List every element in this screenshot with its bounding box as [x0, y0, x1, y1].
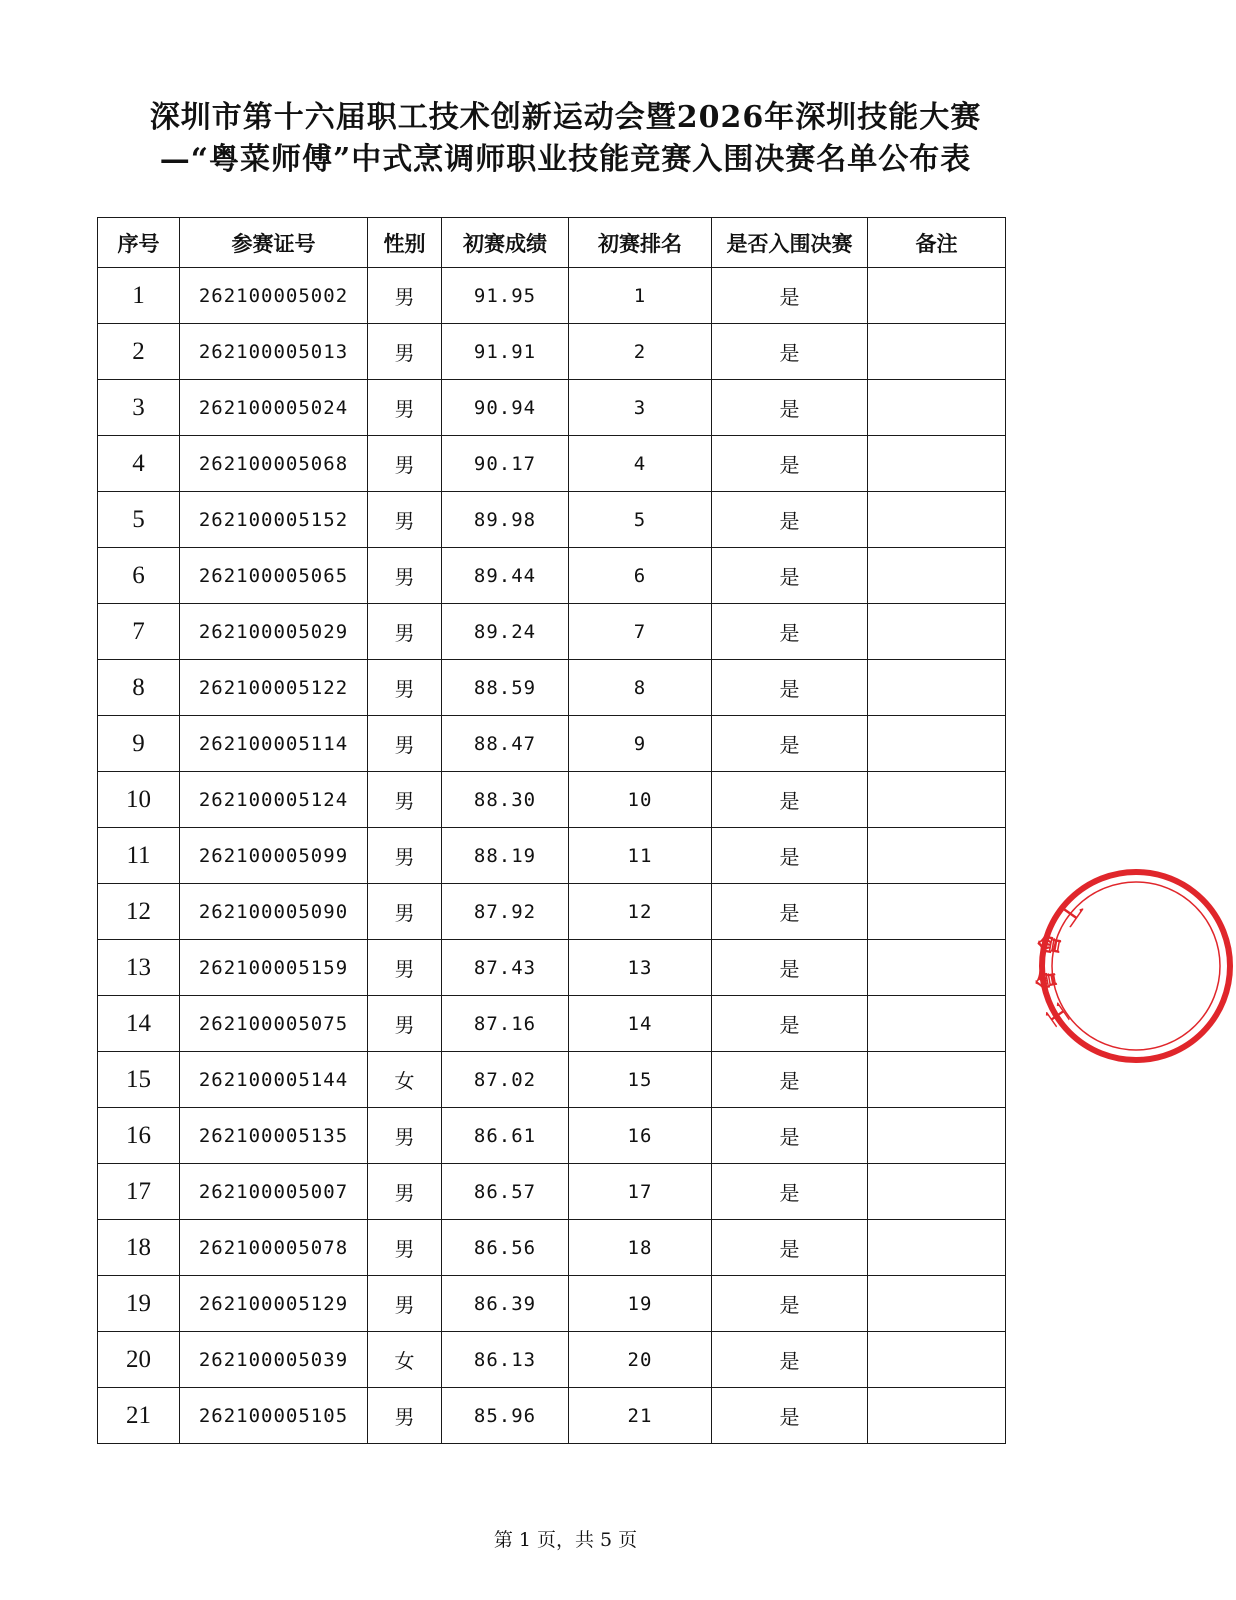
cell-score: 86.61: [442, 1108, 569, 1164]
cell-rank: 20: [569, 1332, 712, 1388]
cell-note: [868, 436, 1006, 492]
cell-finalist: 是: [712, 828, 868, 884]
cell-note: [868, 1332, 1006, 1388]
cell-note: [868, 380, 1006, 436]
cell-rank: 11: [569, 828, 712, 884]
cell-no: 16: [98, 1108, 180, 1164]
header-cell-final: 是否入围决赛: [712, 218, 868, 268]
cell-rank: 13: [569, 940, 712, 996]
cell-sex: 男: [368, 436, 442, 492]
cell-finalist: 是: [712, 548, 868, 604]
table-row: [98, 884, 1006, 940]
cell-finalist: 是: [712, 1276, 868, 1332]
cell-no: 7: [98, 604, 180, 660]
cell-note: [868, 604, 1006, 660]
cell-contestant-id: 262100005135: [180, 1108, 368, 1164]
cell-no: 2: [98, 324, 180, 380]
cell-score: 89.98: [442, 492, 569, 548]
cell-note: [868, 996, 1006, 1052]
cell-rank: 1: [569, 268, 712, 324]
cell-rank: 5: [569, 492, 712, 548]
cell-no: 3: [98, 380, 180, 436]
cell-finalist: 是: [712, 1164, 868, 1220]
cell-sex: 男: [368, 996, 442, 1052]
cell-finalist: 是: [712, 492, 868, 548]
cell-rank: 9: [569, 716, 712, 772]
cell-sex: 男: [368, 1276, 442, 1332]
table-header-row: [98, 218, 1006, 268]
cell-score: 87.43: [442, 940, 569, 996]
cell-no: 12: [98, 884, 180, 940]
cell-no: 17: [98, 1164, 180, 1220]
cell-no: 4: [98, 436, 180, 492]
cell-finalist: 是: [712, 324, 868, 380]
cell-finalist: 是: [712, 772, 868, 828]
cell-note: [868, 324, 1006, 380]
seal-outer-ring: [1042, 872, 1230, 1060]
cell-finalist: 是: [712, 1052, 868, 1108]
cell-contestant-id: 262100005039: [180, 1332, 368, 1388]
table-body: [98, 268, 1006, 1444]
cell-no: 1: [98, 268, 180, 324]
table-row: [98, 1332, 1006, 1388]
page-number: 第 1 页，共 5 页: [493, 1529, 638, 1551]
cell-rank: 14: [569, 996, 712, 1052]
table-row: [98, 772, 1006, 828]
header-cell-note: 备注: [868, 218, 1006, 268]
cell-contestant-id: 262100005122: [180, 660, 368, 716]
cell-sex: 女: [368, 1332, 442, 1388]
cell-no: 20: [98, 1332, 180, 1388]
cell-no: 18: [98, 1220, 180, 1276]
cell-score: 91.95: [442, 268, 569, 324]
cell-contestant-id: 262100005144: [180, 1052, 368, 1108]
cell-rank: 16: [569, 1108, 712, 1164]
seal-inner-ring: [1052, 882, 1220, 1050]
seal-char-2: 會: [1033, 930, 1067, 960]
cell-sex: 男: [368, 884, 442, 940]
cell-finalist: 是: [712, 940, 868, 996]
cell-rank: 8: [569, 660, 712, 716]
table-row: [98, 1276, 1006, 1332]
table-row: [98, 828, 1006, 884]
cell-note: [868, 1052, 1006, 1108]
cell-rank: 3: [569, 380, 712, 436]
cell-score: 90.94: [442, 380, 569, 436]
cell-no: 15: [98, 1052, 180, 1108]
cell-rank: 17: [569, 1164, 712, 1220]
seal-char-1: 工: [1051, 895, 1089, 932]
header-cell-sex: 性别: [368, 218, 442, 268]
cell-sex: 男: [368, 716, 442, 772]
cell-no: 9: [98, 716, 180, 772]
cell-score: 88.30: [442, 772, 569, 828]
table-row: [98, 940, 1006, 996]
cell-no: 8: [98, 660, 180, 716]
table-row: [98, 324, 1006, 380]
cell-score: 89.24: [442, 604, 569, 660]
cell-note: [868, 548, 1006, 604]
table-row: [98, 1052, 1006, 1108]
cell-contestant-id: 262100005105: [180, 1388, 368, 1444]
cell-score: 85.96: [442, 1388, 569, 1444]
cell-sex: 男: [368, 660, 442, 716]
table-row: [98, 660, 1006, 716]
table-row: [98, 1164, 1006, 1220]
cell-contestant-id: 262100005024: [180, 380, 368, 436]
cell-score: 86.39: [442, 1276, 569, 1332]
finalist-table: [97, 217, 1006, 1444]
cell-score: 91.91: [442, 324, 569, 380]
cell-contestant-id: 262100005114: [180, 716, 368, 772]
seal-char-3: 會: [1032, 967, 1062, 994]
cell-contestant-id: 262100005078: [180, 1220, 368, 1276]
cell-no: 11: [98, 828, 180, 884]
cell-contestant-id: 262100005124: [180, 772, 368, 828]
cell-contestant-id: 262100005159: [180, 940, 368, 996]
cell-contestant-id: 262100005152: [180, 492, 368, 548]
document-title-line-2: —“粤菜师傅”中式烹调师职业技能竞赛入围决赛名单公布表: [159, 142, 972, 177]
header-cell-score: 初赛成绩: [442, 218, 569, 268]
cell-sex: 男: [368, 492, 442, 548]
cell-rank: 12: [569, 884, 712, 940]
cell-no: 10: [98, 772, 180, 828]
cell-note: [868, 660, 1006, 716]
cell-sex: 男: [368, 828, 442, 884]
table-row: [98, 380, 1006, 436]
cell-score: 86.57: [442, 1164, 569, 1220]
table-row: [98, 604, 1006, 660]
cell-contestant-id: 262100005013: [180, 324, 368, 380]
cell-rank: 7: [569, 604, 712, 660]
cell-score: 87.92: [442, 884, 569, 940]
table-row: [98, 1388, 1006, 1444]
header-cell-no: 序号: [98, 218, 180, 268]
cell-score: 88.59: [442, 660, 569, 716]
cell-finalist: 是: [712, 268, 868, 324]
cell-sex: 男: [368, 380, 442, 436]
table-row: [98, 492, 1006, 548]
cell-contestant-id: 262100005099: [180, 828, 368, 884]
cell-finalist: 是: [712, 1108, 868, 1164]
table-row: [98, 1108, 1006, 1164]
cell-contestant-id: 262100005007: [180, 1164, 368, 1220]
cell-sex: 男: [368, 604, 442, 660]
table-row: [98, 1220, 1006, 1276]
header-cell-rank: 初赛排名: [569, 218, 712, 268]
cell-sex: 男: [368, 772, 442, 828]
cell-contestant-id: 262100005075: [180, 996, 368, 1052]
cell-note: [868, 1164, 1006, 1220]
cell-contestant-id: 262100005129: [180, 1276, 368, 1332]
cell-contestant-id: 262100005002: [180, 268, 368, 324]
table-row: [98, 436, 1006, 492]
seal-char-4: 工: [1040, 998, 1075, 1032]
cell-contestant-id: 262100005065: [180, 548, 368, 604]
cell-score: 88.47: [442, 716, 569, 772]
cell-note: [868, 884, 1006, 940]
table-row: [98, 996, 1006, 1052]
cell-rank: 4: [569, 436, 712, 492]
cell-sex: 男: [368, 324, 442, 380]
cell-sex: 男: [368, 1108, 442, 1164]
cell-no: 6: [98, 548, 180, 604]
cell-sex: 男: [368, 548, 442, 604]
cell-sex: 男: [368, 1220, 442, 1276]
cell-note: [868, 268, 1006, 324]
cell-rank: 18: [569, 1220, 712, 1276]
cell-rank: 19: [569, 1276, 712, 1332]
cell-finalist: 是: [712, 996, 868, 1052]
cell-no: 13: [98, 940, 180, 996]
cell-score: 86.56: [442, 1220, 569, 1276]
cell-finalist: 是: [712, 660, 868, 716]
cell-rank: 6: [569, 548, 712, 604]
cell-rank: 10: [569, 772, 712, 828]
cell-note: [868, 716, 1006, 772]
cell-score: 89.44: [442, 548, 569, 604]
cell-finalist: 是: [712, 1220, 868, 1276]
official-seal-stamp: [1032, 866, 1236, 1066]
cell-score: 86.13: [442, 1332, 569, 1388]
cell-note: [868, 1276, 1006, 1332]
cell-score: 87.16: [442, 996, 569, 1052]
cell-contestant-id: 262100005090: [180, 884, 368, 940]
cell-finalist: 是: [712, 1388, 868, 1444]
cell-rank: 2: [569, 324, 712, 380]
cell-finalist: 是: [712, 884, 868, 940]
cell-sex: 男: [368, 268, 442, 324]
cell-note: [868, 828, 1006, 884]
cell-note: [868, 772, 1006, 828]
cell-note: [868, 1388, 1006, 1444]
document-title-line-1: 深圳市第十六届职工技术创新运动会暨2026年深圳技能大赛: [149, 100, 982, 135]
table-row: [98, 268, 1006, 324]
cell-finalist: 是: [712, 436, 868, 492]
cell-rank: 15: [569, 1052, 712, 1108]
table-row: [98, 548, 1006, 604]
cell-sex: 男: [368, 940, 442, 996]
cell-note: [868, 1220, 1006, 1276]
cell-note: [868, 492, 1006, 548]
cell-rank: 21: [569, 1388, 712, 1444]
cell-sex: 男: [368, 1388, 442, 1444]
cell-finalist: 是: [712, 1332, 868, 1388]
cell-contestant-id: 262100005068: [180, 436, 368, 492]
cell-no: 21: [98, 1388, 180, 1444]
cell-note: [868, 940, 1006, 996]
cell-sex: 男: [368, 1164, 442, 1220]
cell-note: [868, 1108, 1006, 1164]
cell-no: 19: [98, 1276, 180, 1332]
cell-finalist: 是: [712, 380, 868, 436]
cell-score: 90.17: [442, 436, 569, 492]
table-row: [98, 716, 1006, 772]
cell-finalist: 是: [712, 716, 868, 772]
cell-score: 87.02: [442, 1052, 569, 1108]
cell-contestant-id: 262100005029: [180, 604, 368, 660]
cell-score: 88.19: [442, 828, 569, 884]
cell-no: 14: [98, 996, 180, 1052]
cell-sex: 女: [368, 1052, 442, 1108]
cell-no: 5: [98, 492, 180, 548]
cell-finalist: 是: [712, 604, 868, 660]
header-cell-id: 参赛证号: [180, 218, 368, 268]
